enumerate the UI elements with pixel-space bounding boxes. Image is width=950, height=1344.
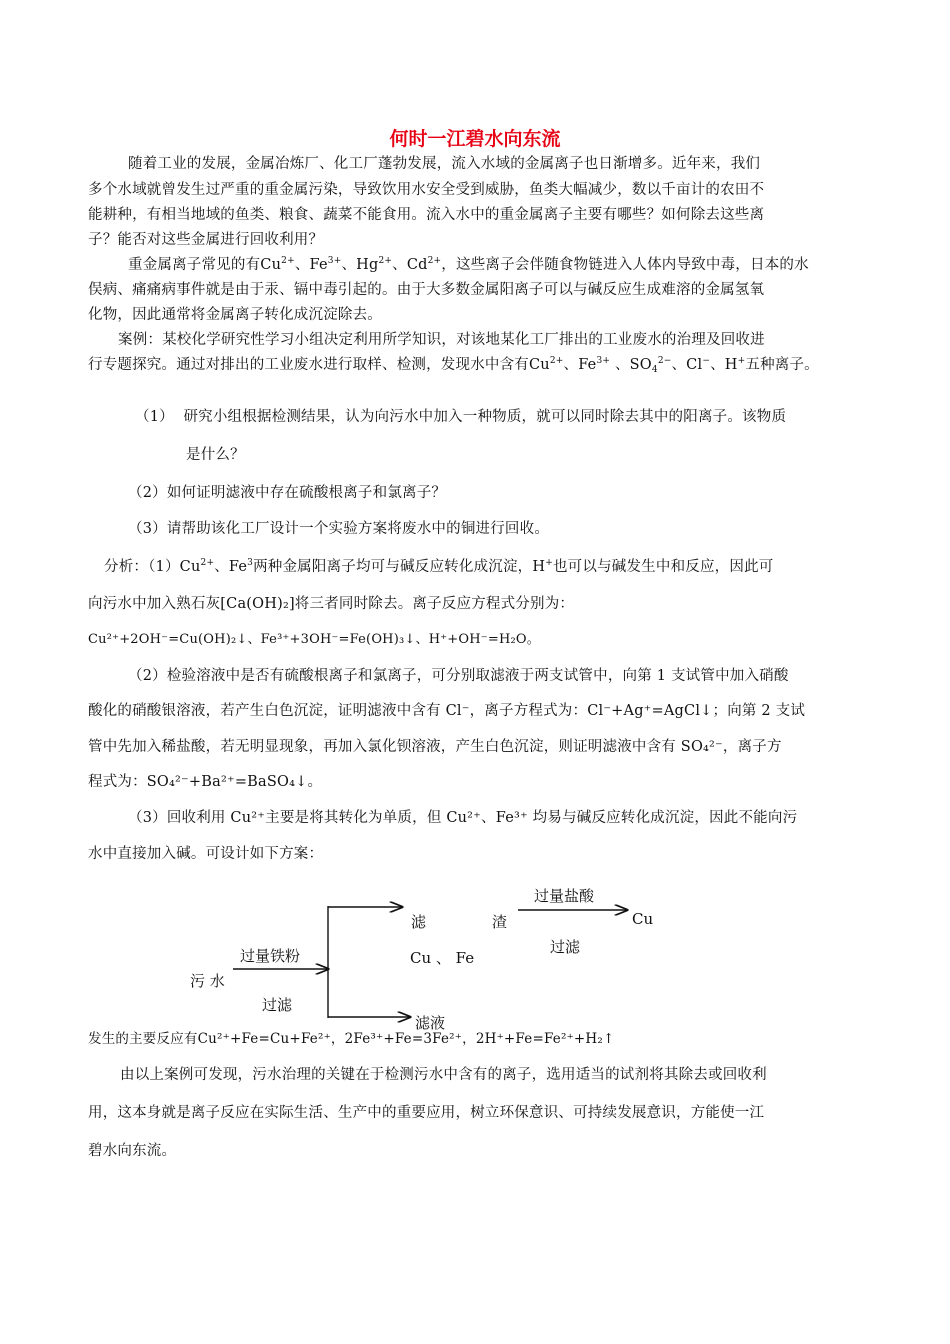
question-2: （2）如何证明滤液中存在硫酸根离子和氯离子？ <box>128 485 447 501</box>
sewage-label: 污 水 <box>190 972 225 990</box>
iron-label: 过量铁粉 <box>240 947 301 965</box>
residue-content: Cu 、 Fe <box>410 949 475 967</box>
intro-line-2: 多个水域就曾发生过严重的重金属污染，导致饮用水安全受到威胁，鱼类大幅减少，数以千亩计的农田不 <box>88 182 765 198</box>
residue-label-a: 滤 <box>411 913 427 931</box>
residue-label-b: 渣 <box>492 913 508 931</box>
equation-1: Cu²⁺+2OH⁻=Cu(OH)₂↓、Fe³⁺+3OH⁻=Fe(OH)₃↓、H⁺+OH⁻=H₂O。 <box>88 632 540 647</box>
analysis-line-1: 分析：$(1)Cu^{2+}$、Fe$^3$两种金属阳离子均可与碱反应转化成沉淀，H+也可以与碱发生中和反应，因此可 <box>104 558 774 575</box>
question-1: （1） 研究小组根据检测结果，认为向污水中加入一种物质，就可以同时除去其中的阳离子。该物质 <box>135 409 787 425</box>
filtrate-label: 滤液 <box>415 1014 446 1032</box>
analysis-line-3: （2）检验溶液中是否有硫酸根离子和氯离子，可分别取滤液于两支试管中，向第 1 支试管中加入硝酸 <box>128 668 789 684</box>
analysis-line-4: 酸化的硝酸银溶液，若产生白色沉淀，证明滤液中含有 Cl⁻，离子方程式为：Cl⁻+Ag⁺=AgCl↓；向第 2 支试 <box>88 703 806 719</box>
analysis-line-7: （3）回收利用 Cu²⁺主要是将其转化为单质，但 Cu²⁺、Fe³⁺ 均易与碱反应转化成沉淀，因此不能向污 <box>128 810 798 826</box>
acid-label: 过量盐酸 <box>534 887 595 905</box>
case-line-1: 案例：某校化学研究性学习小组决定利用所学知识，对该地某化工厂排出的工业废水的治理及回收进 <box>118 332 765 348</box>
question-3: （3）请帮助该化工厂设计一个实验方案将废水中的铜进行回收。 <box>128 521 550 537</box>
heavy-line-3: 化物，因此通常将金属离子转化成沉淀除去。 <box>88 307 382 323</box>
heavy-line-1: 重金属离子常见的有$Cu^{2+}$、$Fe^{3+}$、$Hg^{2+}$、$Cd^{2+}$，这些离子会伴随食物链进入人体内导致中毒，日本的水 <box>128 256 809 273</box>
analysis-line-8: 水中直接加入碱。可设计如下方案： <box>88 846 324 862</box>
intro-line-1: 随着工业的发展，金属冶炼厂、化工厂蓬勃发展，流入水域的金属离子也日渐增多。近年来，我们 <box>128 156 761 172</box>
intro-line-4: 子？能否对这些金属进行回收利用？ <box>88 232 324 248</box>
filter-label-2: 过滤 <box>550 938 581 956</box>
conclusion-line-1: 由以上案例可发现，污水治理的关键在于检测污水中含有的离子，选用适当的试剂将其除去或回收利 <box>120 1067 767 1083</box>
intro-line-3: 能耕种，有相当地域的鱼类、粮食、蔬菜不能食用。流入水中的重金属离子主要有哪些？如何除去这些离 <box>88 207 765 223</box>
case-line-2: 行专题探究。通过对排出的工业废水进行取样、检测，发现水中含有$Cu^{2+}$、$Fe^{3+}$ 、$SO_4^{2-}$、Cl−、H+五种离子。 <box>88 356 819 375</box>
conclusion-line-3: 碧水向东流。 <box>88 1143 177 1159</box>
filter-label-1: 过滤 <box>262 996 293 1014</box>
heavy-line-2: 俣病、痛痛病事件就是由于汞、镉中毒引起的。由于大多数金属阳离子可以与碱反应生成难溶的金属氢氧 <box>88 282 765 298</box>
conclusion-line-2: 用，这本身就是离子反应在实际生活、生产中的重要应用，树立环保意识、可持续发展意识，方能使一江 <box>88 1105 765 1121</box>
main-reactions: 发生的主要反应有Cu²⁺+Fe=Cu+Fe²⁺，2Fe³⁺+Fe=3Fe²⁺，2H⁺+Fe=Fe²⁺+H₂↑ <box>88 1031 615 1047</box>
page-title: 何时一江碧水向东流 <box>389 128 561 150</box>
analysis-line-5: 管中先加入稀盐酸，若无明显现象，再加入氯化钡溶液，产生白色沉淀，则证明滤液中含有 SO₄²⁻，离子方 <box>88 739 782 755</box>
copper-product: Cu <box>632 910 654 928</box>
analysis-line-6: 程式为：SO₄²⁻+Ba²⁺=BaSO₄↓。 <box>88 774 323 790</box>
question-1-cont: 是什么？ <box>186 447 245 463</box>
analysis-line-2: 向污水中加入熟石灰[Ca(OH)₂]将三者同时除去。离子反应方程式分别为： <box>88 596 575 612</box>
